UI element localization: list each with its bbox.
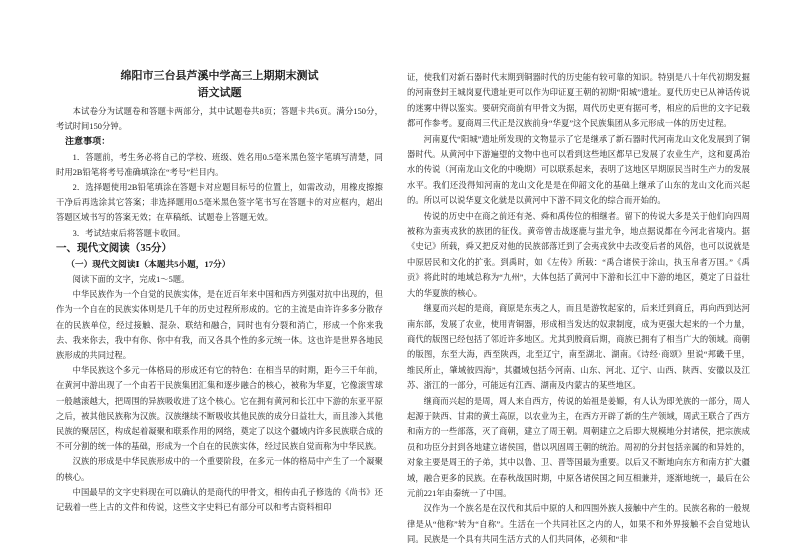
subject-title: 语文试题 [197,87,242,99]
passage-paragraph: 中国最早的文字史料现在可以确认的是商代的甲骨文，相传由孔子修选的《尚书》还记载着一些上古的文件和传说，这些文字史料已有部分可以和考古资料相印 [56,487,383,513]
notes-heading: 注意事项： [65,136,111,147]
passage-paragraph: 继夏而兴起的是商，商原是东夷之人，而且是游牧起家的，后来迁到商丘，再向西到达河南东部，发展了农业，使用青铜器，形成相当发达的奴隶制度，成为更强大起来的一个力量，商代的版图已经包括了邻近许多地区。尤其到殷商后期，商族已拥有了相当广大的领域。商朝的版图，东至大海，西至陕西，北至辽宁，南至湖北、湖南。《诗经·商颂》里说“邦畿千里，维民所止，肇域彼四海”，其疆域包括今河南、山东、河北、辽宁、山西、陕西、安徽以及江苏、浙江的一部分，可能远有江西、湖南及内蒙古的某些地区。 [407,304,750,391]
passage-paragraph: 汉族的形成是中华民族形成中的一个重要阶段，在多元一体的格局中产生了一个凝聚的核心。 [56,457,383,482]
section-heading: 一、现代文阅读（35分） [56,242,173,254]
passage-paragraph: 继商而兴起的是周，周人来自西方，传说的始祖是姜嫄，有人认为即羌族的一部分，周人起源于陕西、甘肃的黄土高原，以农业为主，在西方开辟了新的生产领域，周武王联合了西方和南方的一些部落，灭了商朝，建立了周王朝。周朝建立之后即大规模地分封诸侯，把宗族成员和功臣分封到各地建立诸侯国，借以巩固周王朝的统治。周初的分封包括亲属的和异姓的，对象主要是周王的子弟，其中以鲁、卫、晋等国最为重要。以后又不断地向东方和南方扩大疆域，融合更多的民族。在春秋战国时期，中原各诸侯国之间互相兼并，逐渐地统一，最后在公元前221年由秦统一了中国。 [407,396,750,498]
right-column [397,0,794,560]
subsection-heading: （一）现代文阅读Ⅰ（本题共5小题，17分） [66,258,231,269]
passage-paragraph: 中华民族作为一个自觉的民族实体，是在近百年来中国和西方列强对抗中出现的，但作为一个自在的民族实体则是几千年的历史过程所形成的。它的主流是由许许多多分散存在的民族单位，经过接触、混杂、联结和融合，同时也有分裂和消亡，形成一个你来我去、我来你去，我中有你、你中有我，而又各具个性的多元统一体。这也许是世界各地民族形成的共同过程。 [56,290,383,361]
note-item-3: 3．考试结束后将答题卡收回。 [72,228,186,238]
passage-paragraph: 传说的历史中在商之前还有尧、舜和禹传位的相继者。留下的传说大多是关于他们向四周被称为蛮夷戎狄的族团的征伐。黄帝曾击战逐鹿与蚩尤争，地点据说都在今河北省境内。据《史记》所载，舜又把反对他的民族部落迁到了会夷戎狄中去改变后者的风俗，也可以说就是中原居民和文化的扩张。到禹时，如《左传》所载：“禹合诸侯于涂山，执玉帛者万国。”《禹贡》将此时的地域总称为“九州”，大体包括了黄河中下游和长江中下游的地区，奠定了日益壮大的华夏族的核心。 [407,211,750,298]
passage-paragraph: 河南夏代“阳城”遗址所发现的文物显示了它是继承了新石器时代河南龙山文化发展到了铜器时代。从黄河中下游遍望的文物中也可以看到这些地区都早已发展了农业生产，这和夏禹治水的传说（河南龙山文化的中晚期）可以联系起来，表明了这地区早期原民当时生产力的发展水平。我们还没得知河南的龙山文化是是在仰韶文化的基础上继承了山东的龙山文化而兴起的。所以可以说华夏文化就是以黄河中下游不同文化的综合而开始的。 [407,134,750,206]
school-title: 绵阳市三台县芦溪中学高三上期期末测试 [120,70,319,82]
intro-paragraph: 本试卷分为试题卷和答题卡两部分，其中试题卷共8页；答题卡共6页。满分150分，考试时间150分钟。 [56,107,383,132]
note-item-2: 2．选择题使用2B铅笔填涂在答题卡对应题目标号的位置上，如需改动，用橡皮擦擦干净后再选涂其它答案；非选择题用0.5毫米黑色签字笔书写在答题卡的对应框内，超出答题区域书写的答案无效；在草稿纸、试题卷上答题无效。 [56,183,383,223]
note-item-1: 1．答题前，考生务必将自己的学校、班级、姓名用0.5毫米黑色签字笔填写清楚，同时用2B铅笔将考号准确填涂在“考号”栏目内。 [56,152,383,177]
passage-paragraph: 证，使我们对新石器时代末期到铜器时代的历史能有较可靠的知识。特别是八十年代初期发掘的河南登封王城岗夏代遗址更可以作为印证夏王朝的初期“阳城”遗址。夏代历史已从神话传说的迷雾中得以鉴实。要研究商前有甲骨文为据，周代历史更有据可考，相应的后世的文字记载都可作参考。夏商周三代正是汉族前身“华夏”这个民族集团从多元形成一体的历史过程。 [407,73,750,129]
passage-paragraph: 汉作为一个族名是在汉代和其后中原的人和四围外族人接触中产生的。民族名称的一般规律是从“他称”转为“自称”。生活在一个共同社区之内的人，如果不和外界接触不会自觉地认同。民族是一个具有共同生活方式的人们共同体，必须和“非 [407,504,750,545]
reading-instruction: 阅读下面的文字，完成1～5题。 [72,275,190,285]
passage-paragraph: 中华民族这个多元一体格局的形成还有它的特色：在相当早的时期，距今三千年前，在黄河中游出现了一个由若干民族集团汇集和逐步融合的核心，被称为华夏，它像滚雪球一般越滚越大，把周围的异族吸收进了这个核心。它在拥有黄河和长江中下游的东亚平原之后，被其他民族称为汉族。汉族继续不断吸收其他民族的成分日益壮大，而且渗入其他民族的聚居区，构成起着凝聚和联系作用的网络，奠定了以这个疆域内许多民族联合成的不可分割的统一体的基础，形成为一个自在的民族实体，经过民族自觉而称为中华民族。 [56,366,383,452]
